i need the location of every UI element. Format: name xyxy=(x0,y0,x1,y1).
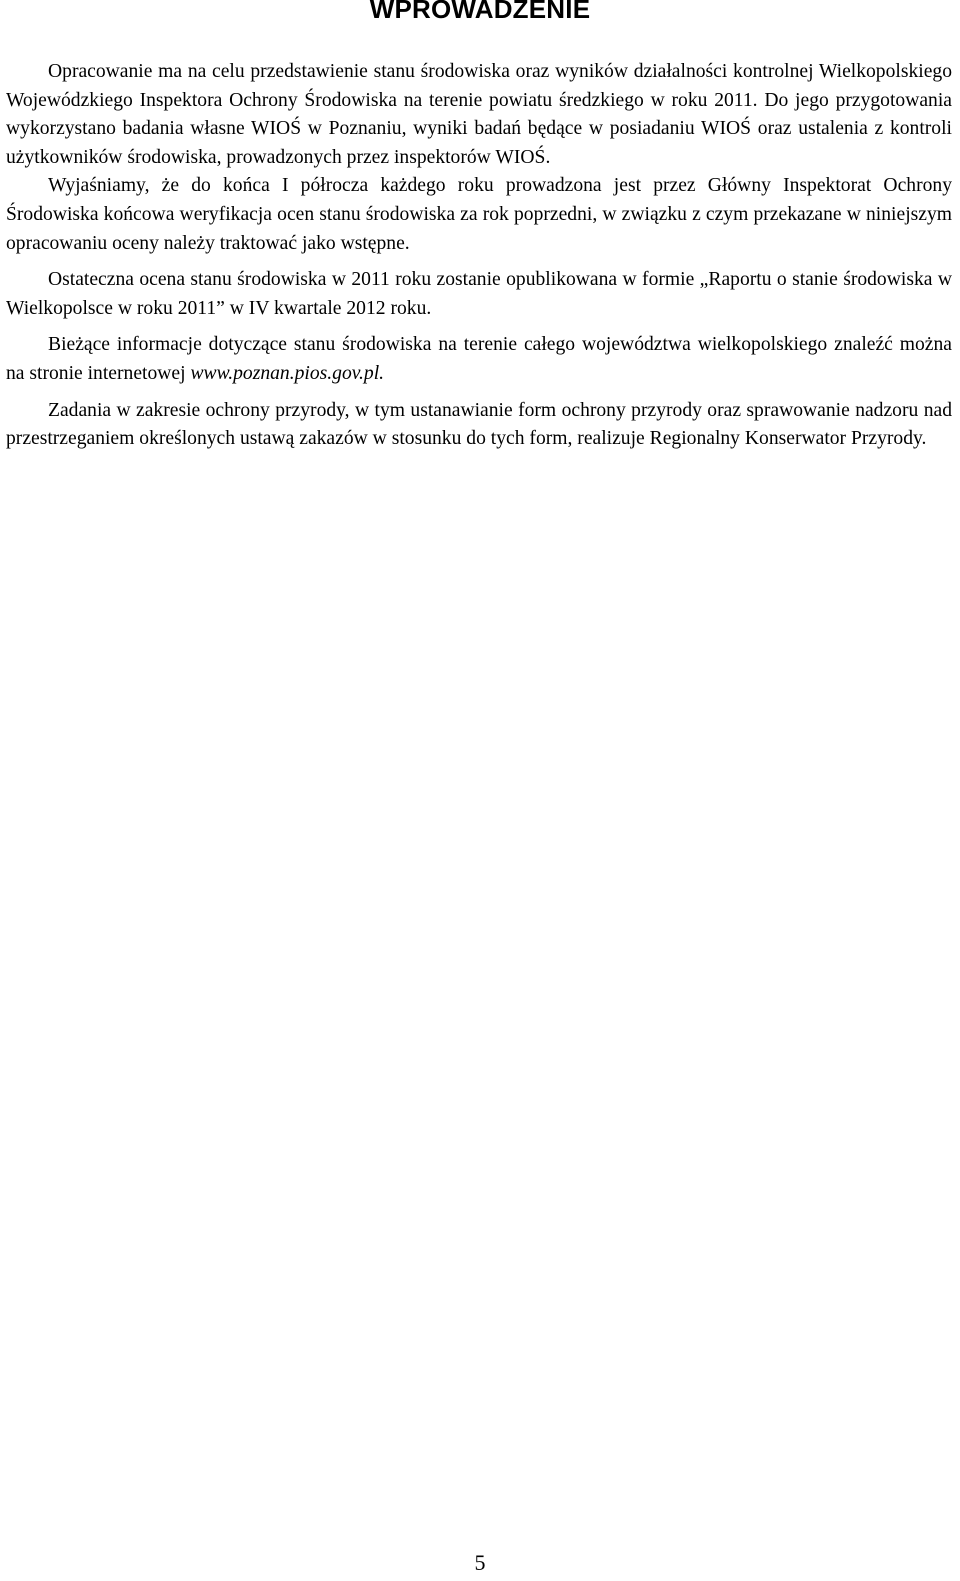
section-title: WPROWADZENIE xyxy=(369,0,591,24)
paragraph-purpose: Opracowanie ma na celu przedstawienie stanu środowiska oraz wyników działalności kontrolnej Wielkopolskiego Wojewódzkiego Inspektora Ochrony Środowiska na terenie powiatu średzkiego w roku 2011. Do jego przygotowania wykorzystano badania własne WIOŚ w Poznaniu, wyniki badań będące w posiadaniu WIOŚ oraz ustalenia z kontroli użytkowników środowiska, prowadzonych przez inspektorów WIOŚ. xyxy=(6,61,952,168)
body-text xyxy=(6,58,952,454)
website-url-link[interactable]: www.poznan.pios.gov.pl. xyxy=(190,362,385,384)
paragraph-verification-note: Wyjaśniamy, że do końca I półrocza każdego roku prowadzona jest przez Główny Inspektorat Ochrony Środowiska końcowa weryfikacja ocen stanu środowiska za rok poprzedni, w związku z czym przekazane w niniejszym opracowaniu oceny należy traktować jako wstępne. xyxy=(6,175,952,254)
website-info-text: Bieżące informacje dotyczące stanu środowiska na terenie całego województwa wielkopolskiego znaleźć można na stronie internetowej xyxy=(6,334,952,384)
page-number: 5 xyxy=(474,1550,486,1575)
paragraph-final-report: Ostateczna ocena stanu środowiska w 2011 roku zostanie opublikowana w formie „Raportu o stanie środowiska w Wielkopolsce w roku 2011” w IV kwartale 2012 roku. xyxy=(6,269,952,319)
paragraph-nature-protection: Zadania w zakresie ochrony przyrody, w tym ustanawianie form ochrony przyrody oraz sprawowanie nadzoru nad przestrzeganiem określonych ustawą zakazów w stosunku do tych form, realizuje Regionalny Konserwator Przyrody. xyxy=(6,399,952,450)
paragraph-website-info xyxy=(6,331,952,388)
